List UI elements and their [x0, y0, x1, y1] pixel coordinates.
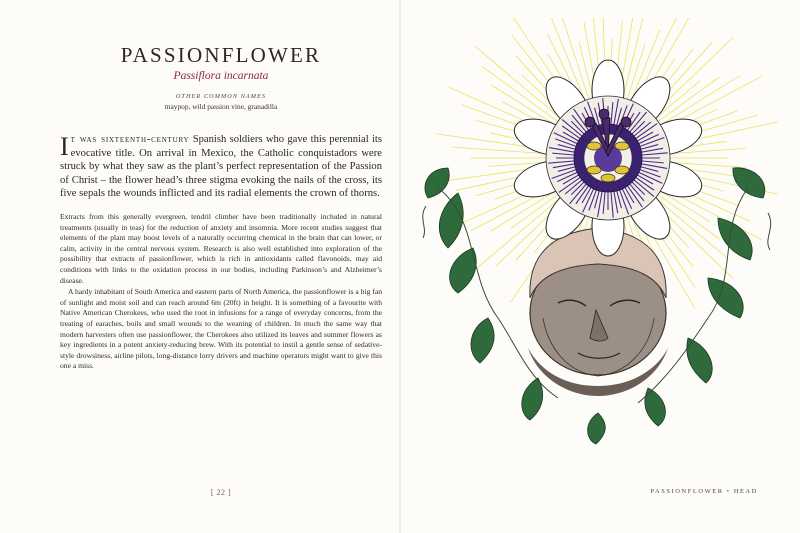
page-gutter [399, 0, 401, 533]
intro-smallcaps-lead: t was sixteenth-century [70, 134, 190, 145]
page-number: [ 22 ] [210, 488, 232, 497]
ray-line [659, 75, 740, 126]
common-names-list: maypop, wild passion vine, granadilla [164, 102, 278, 111]
left-page [60, 0, 382, 533]
passionflower-head-illustration [418, 18, 778, 448]
engraved-face [528, 228, 668, 396]
running-footer: PASSIONFLOWER • HEAD [650, 488, 758, 495]
latin-name: Passiflora incarnata [173, 70, 269, 82]
body-paragraph-1: Extracts from this generally evergreen, tendril climber have been traditionally included in natural treatments (usually in teas) for the reduction of anxiety and insomnia. More recent studies suggest that elements of the plant may boost levels of a naturally occurring chemical in the brain that can lower, or calm, activity in the central nervous system. Research is also well established into exploration of the possibility that extracts of passionflower, which is rich in antioxidants called flavonoids, may aid conditions with links to the oxidation process in our bodies, including Parkinson’s and Alzheimer’s disease. [60, 212, 382, 285]
intro-text: Spanish soldiers who gave this perennial its evocative title. On arrival in Mexico, the Catholic conquistadors were struck by what they saw as the plant’s perfect representation of the Passion of Christ – the flower head’s three stigma evoking the nails of the cross, its five sepals the wounds inflicted and its radial elements the crown of thorns. [60, 134, 382, 200]
common-names-heading: OTHER COMMON NAMES [175, 93, 267, 100]
body-text [60, 212, 382, 372]
page-title: PASSIONFLOWER [120, 43, 322, 67]
body-paragraph-2: A hardy inhabitant of South America and eastern parts of North America, the passionflower is a big fan of sunlight and moist soil and can reach around 6m (20ft) in height. It is something of a favourite with Native American Cherokees, who used the root in infusions for a range of everyday concerns, from the treating of earaches, boils and small wounds to the weaning of children. In much the same way that modern harvesters often use passionflower, the Cherokees also utilized its leaves and summer flowers as key ingredients in a potent anxiety-reducing brew. With its potential to instil a gentle sense of sedative-style drowsiness, airline pilots, long-distance lorry drivers and machine operators might want to give this one a miss. [60, 287, 382, 371]
intro-paragraph [60, 133, 382, 201]
drop-cap: I [60, 132, 69, 161]
